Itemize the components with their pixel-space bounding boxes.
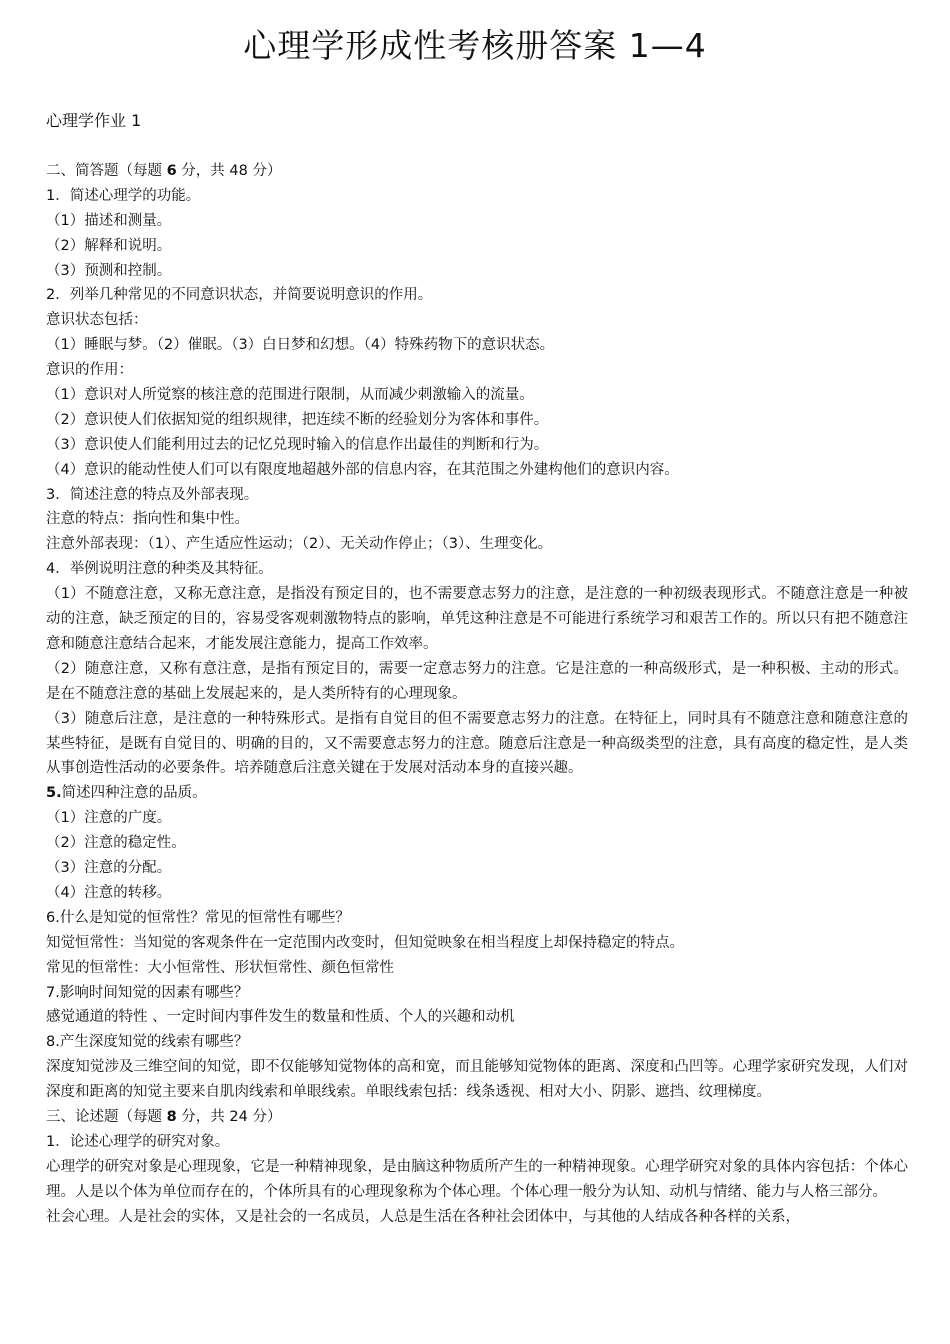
body-line	[46, 931, 908, 956]
body-line	[46, 283, 908, 308]
body-line	[46, 532, 908, 557]
text-run: 三、论述题（每题	[46, 1109, 167, 1125]
text-run: （2）意识使人们依据知觉的组织规律，把连续不断的经验划分为客体和事件。	[46, 411, 549, 428]
body-line	[46, 1030, 908, 1055]
body-line	[46, 259, 908, 284]
text-run: （3）预测和控制。	[46, 262, 172, 279]
body-line	[46, 234, 908, 259]
body-line	[46, 333, 908, 358]
text-run: （3）随意后注意，是注意的一种特殊形式。是指有自觉目的但不需要意志努力的注意。在特征上，同时具有不随意注意和随意注意的某些特征，是既有自觉目的、明确的目的，又不需要意志努力的注意。随意后注意是一种高级类型的注意，具有高度的稳定性，是人类从事创造性活动的必要条件。培养随意后注意关键在于发展对活动本身的直接兴趣。	[46, 710, 908, 777]
body-paragraph	[46, 1055, 908, 1105]
text-run: 二、简答题（每题	[46, 163, 167, 179]
text-run: 意识的作用：	[46, 362, 133, 379]
body-line	[46, 806, 908, 831]
body-line	[46, 1130, 908, 1155]
text-run: （1）不随意注意，又称无意注意，是指没有预定目的，也不需要意志努力的注意，是注意的一种初级表现形式。不随意注意是一种被动的注意，缺乏预定的目的，容易受客观刺激物特点的影响，单凭这种注意是不可能进行系统学习和艰苦工作的。所以只有把不随意注意和随意注意结合起来，才能发展注意能力，提高工作效率。	[46, 586, 908, 652]
body-line	[46, 956, 908, 981]
text-run: 社会心理。人是社会的实体，又是社会的一名成员，人总是生活在各种社会团体中，与其他的人结成各种各样的关系，	[46, 1208, 800, 1225]
body-line	[46, 159, 908, 184]
text-run: 8.产生深度知觉的线索有哪些？	[46, 1034, 249, 1051]
text-run: 5.	[46, 785, 62, 802]
document-body	[46, 159, 908, 1229]
text-run: 注意的特点：指向性和集中性。	[46, 511, 249, 528]
body-line	[46, 383, 908, 408]
text-run: 8	[166, 1109, 177, 1125]
body-line	[46, 1105, 908, 1130]
body-line	[46, 981, 908, 1006]
body-line	[46, 906, 908, 931]
text-run: 6	[166, 163, 177, 179]
body-line	[46, 358, 908, 383]
body-line	[46, 209, 908, 234]
text-run: 分，共 48 分）	[176, 163, 282, 179]
body-line	[46, 557, 908, 582]
text-run: 常见的恒常性：大小恒常性、形状恒常性、颜色恒常性	[46, 959, 394, 976]
body-line	[46, 507, 908, 532]
text-run: （1）描述和测量。	[46, 212, 172, 229]
text-run: 3．简述注意的特点及外部表现。	[46, 486, 259, 503]
text-run: （2）解释和说明。	[46, 237, 172, 254]
text-run: 知觉恒常性：当知觉的客观条件在一定范围内改变时，但知觉映象在相当程度上却保持稳定的特点。	[46, 934, 684, 951]
body-paragraph	[46, 582, 908, 657]
text-run: （2）注意的稳定性。	[46, 835, 186, 852]
text-run: （3）意识使人们能利用过去的记忆兑现时输入的信息作出最佳的判断和行为。	[46, 436, 549, 453]
body-line	[46, 458, 908, 483]
text-run: 7.影响时间知觉的因素有哪些？	[46, 984, 249, 1001]
body-line	[46, 856, 908, 881]
body-paragraph	[46, 1155, 908, 1205]
text-run: （1）睡眠与梦。（2）催眠。（3）白日梦和幻想。（4）特殊药物下的意识状态。	[46, 337, 555, 354]
body-line	[46, 1005, 908, 1030]
body-paragraph	[46, 657, 908, 707]
text-run: （4）注意的转移。	[46, 884, 172, 901]
body-line	[46, 483, 908, 508]
body-line	[46, 308, 908, 333]
body-line	[46, 433, 908, 458]
text-run: （1）意识对人所觉察的核注意的范围进行限制，从而减少刺激输入的流量。	[46, 387, 534, 404]
text-run: 1．论述心理学的研究对象。	[46, 1133, 230, 1150]
text-run: 意识状态包括：	[46, 312, 148, 329]
body-paragraph	[46, 707, 908, 782]
text-run: 深度知觉涉及三维空间的知觉，即不仅能够知觉物体的高和宽，而且能够知觉物体的距离、深度和凸凹等。心理学家研究发现，人们对深度和距离的知觉主要来自肌肉线索和单眼线索。单眼线索包括：线条透视、相对大小、阴影、遮挡、纹理梯度。	[46, 1059, 908, 1101]
text-run: 2．列举几种常见的不同意识状态，并简要说明意识的作用。	[46, 287, 433, 304]
text-run: 感觉通道的特性 、一定时间内事件发生的数量和性质、个人的兴趣和动机	[46, 1009, 515, 1026]
assignment-heading: 心理学作业 1	[46, 111, 142, 130]
text-run: （3）注意的分配。	[46, 860, 172, 877]
text-run: 简述四种注意的品质。	[61, 785, 207, 802]
body-line	[46, 831, 908, 856]
text-run: 心理学的研究对象是心理现象，它是一种精神现象，是由脑这种物质所产生的一种精神现象。心理学研究对象的具体内容包括：个体心理。人是以个体为单位而存在的，个体所具有的心理现象称为个体心理。个体心理一般分为认知、动机与情绪、能力与人格三部分。	[46, 1158, 908, 1200]
text-run: 分，共 24 分）	[176, 1109, 282, 1125]
text-run: 4．举例说明注意的种类及其特征。	[46, 561, 273, 578]
body-line	[46, 408, 908, 433]
text-run: 6.什么是知觉的恒常性？常见的恒常性有哪些？	[46, 909, 350, 926]
text-run: 1．简述心理学的功能。	[46, 187, 201, 204]
text-run: 注意外部表现：（1）、产生适应性运动；（2）、无关动作停止；（3）、生理变化。	[46, 536, 553, 553]
document-title: 心理学形成性考核册答案 1—4	[243, 26, 707, 65]
body-line	[46, 881, 908, 906]
body-line	[46, 1205, 908, 1230]
text-run: （4）意识的能动性使人们可以有限度地超越外部的信息内容，在其范围之外建构他们的意识内容。	[46, 461, 679, 478]
text-run: （2）随意注意，又称有意注意，是指有预定目的，需要一定意志努力的注意。它是注意的一种高级形式，是一种积极、主动的形式。是在不随意注意的基础上发展起来的，是人类所特有的心理现象。	[46, 660, 908, 702]
body-line	[46, 781, 908, 806]
text-run: （1）注意的广度。	[46, 810, 172, 827]
body-line	[46, 184, 908, 209]
